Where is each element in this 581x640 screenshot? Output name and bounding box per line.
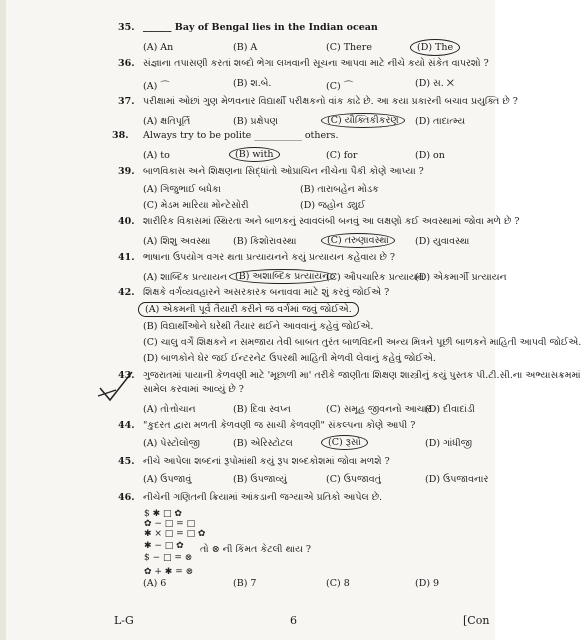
footer-continue: [Con <box>463 614 490 627</box>
question-number: 42. <box>118 287 135 298</box>
question-text: "કુદરત દ્વારા મળતી કેળવણી જ સાચી કેળવણી" સંકલ્પના કોણે આપી ? <box>143 420 416 431</box>
option-d: (D) જહોન ડ્યુઈ <box>300 200 366 211</box>
option-b: (B) દિવા સ્વપ્ન <box>233 404 291 415</box>
option-c: (C) ઔપચારિક પ્રત્યાયન <box>326 272 424 283</box>
option-c: (C) for <box>326 150 358 161</box>
svg-text:✿ − □ = □: ✿ − □ = □ <box>144 519 196 529</box>
option-d: (D) ઉપજાવનાર <box>425 474 489 485</box>
question-number: 44. <box>118 420 135 431</box>
option-d-circled: (D) The <box>410 39 460 56</box>
option-d: (D) on <box>415 150 445 161</box>
question-number: 39. <box>118 166 135 177</box>
question-prompt: તો ⊗ ની કિંમત કેટલી થાય ? <box>200 544 312 555</box>
question-text: શારીરિક વિકાસમાં સ્થિરતા અને બાળકનું સ્વાવલંબી બનવું આ લક્ષણો કઈ અવસ્થામાં જોવા મળે છે ? <box>143 216 520 227</box>
svg-text:$ ✱ □ ✿: $ ✱ □ ✿ <box>144 509 182 519</box>
option-b: (B) પ્રક્ષેપણ <box>233 116 278 127</box>
question-text: ગુજરાતમાં પાયાની કેળવણી માટે 'મૂછાળી મા' તરીકે જાણીતા શિક્ષણ શાસ્ત્રીનું કયું પુસ્તક પી.ટી.સી.ના અભ્યાસક્રમમાં <box>143 370 581 381</box>
option-b: (B) કિશોરાવસ્થા <box>233 236 297 247</box>
option-d: (D) 9 <box>415 578 440 589</box>
option-c-circled: (C) રૂસો <box>321 435 368 450</box>
question-text: નીચે આપેલા શબ્દનાં રૂપોમાંથી કયું રૂપ શબ્દકોશમાં જોવા મળશે ? <box>143 456 390 467</box>
option-c-circled: (C) યૌક્તિકીકરણ <box>321 113 405 128</box>
option-a: (A) to <box>143 150 170 161</box>
footer-code: L-G <box>114 614 134 627</box>
question-number: 43. <box>118 370 135 381</box>
question-text: ______ Bay of Bengal lies in the Indian ocean <box>143 22 378 33</box>
svg-text:✿ + ✱ = ⊗: ✿ + ✱ = ⊗ <box>144 567 194 577</box>
question-number: 45. <box>118 456 135 467</box>
question-text-cont: સામેલ કરવામાં આવ્યું છે ? <box>143 384 244 395</box>
option-d: (D) યુવાવસ્થા <box>415 236 470 247</box>
question-text: નીચેની ગણિતની ક્રિયામાં આંકડાની જગ્યાએ પ્રતિકો આપેલ છે. <box>143 492 383 503</box>
option-c: (C) સમૂહ જીવનનો આચાર <box>326 404 432 415</box>
option-c: (C) There <box>326 42 372 53</box>
option-a: (A) પેસ્ટોલોજી <box>143 438 200 449</box>
svg-text:✱ − □ ✿: ✱ − □ ✿ <box>144 541 184 551</box>
option-a: (A) ગિજુભાઈ બધેકા <box>143 184 222 195</box>
question-text: સંજ્ઞાના તપાસણી કરતાં શબ્દો ભેગા લખવાની સૂચના આપવા માટે નીચે કયો સંકેત વાપરશો ? <box>143 58 489 69</box>
question-text: Always try to be polite __________ others. <box>143 130 339 141</box>
option-b: (B) તારાબહેન મોડક <box>300 184 379 195</box>
question-number: 40. <box>118 216 135 227</box>
option-a: (A) 6 <box>143 578 167 589</box>
option-d: (D) બાળકોને ઘેર જઈ ઈન્ટરનેટ ઉપરથી માહિતી મેળવી લેવાનું કહેવું જોઈએ. <box>143 353 436 364</box>
option-b: (B) વિદ્યાર્થીઓને ઘરેથી તૈયાર થઈને આવવાનું કહેવું જોઈએ. <box>143 321 374 332</box>
question-number: 41. <box>118 252 135 263</box>
question-number: 36. <box>118 58 135 69</box>
question-number: 37. <box>118 96 135 107</box>
option-c-circled: (C) તરુણાવસ્થા <box>321 233 395 248</box>
question-number: 35. <box>118 22 135 33</box>
svg-text:$ − □ = ⊗: $ − □ = ⊗ <box>144 553 193 563</box>
tick-mark-icon <box>96 366 136 406</box>
option-b: (B) શ.બે. <box>233 78 272 89</box>
option-c: (C) ચાલુ વર્ગે શિક્ષકને ન સમજાય તેવી બાબત તુરંત બાળવિદની અન્ય મિત્રને પૂછી બાળકને માહિતી આપવી જોઈએ. <box>143 337 581 348</box>
option-a: (A) તોત્તોચાન <box>143 404 196 415</box>
option-a: (A) શાબ્દિક પ્રત્યાયન <box>143 272 228 283</box>
option-c: (C) ⌒ <box>326 81 354 92</box>
option-b-circled: (B) અશાબ્દિક પ્રત્યાયન <box>229 269 335 284</box>
question-text: પરીક્ષામાં ઓછાં ગુણ મેળવનાર વિદ્યાર્થી પરીક્ષકનો વાંક કાઢે છે. આ કયા પ્રકારની બચાવ પ્રયુક્તિ છે ? <box>143 96 518 107</box>
option-d: (D) ગાંધીજી <box>425 438 472 449</box>
option-b: (B) 7 <box>233 578 257 589</box>
option-a-circled: (A) એકમની પૂર્વ તૈયારી કરીને જ વર્ગમાં જવું જોઈએ. <box>138 302 359 317</box>
question-number: 46. <box>118 492 135 503</box>
option-d: (D) એકમાર્ગી પ્રત્યાયન <box>415 272 507 283</box>
question-text: શિક્ષકે વર્ગવ્યવહારને અસરકારક બનાવવા માટે શું કરવું જોઈએ ? <box>143 287 390 298</box>
option-a: (A) An <box>143 42 174 53</box>
option-c: (C) મેડમ મારિયા મોન્ટેસોરી <box>143 200 249 211</box>
option-c: (C) ઉપજાવતું <box>326 474 382 485</box>
question-text: ભાષાના ઉપયોગ વગર થતા પ્રત્યાયનને કયું પ્રત્યાયન કહેવાય છે ? <box>143 252 395 263</box>
page-number: 6 <box>290 614 297 627</box>
option-a: (A) ⌒ <box>143 81 170 92</box>
option-b: (B) એરિસ્ટોટલ <box>233 438 293 449</box>
option-c: (C) 8 <box>326 578 350 589</box>
option-d: (D) સ. ✕ <box>415 78 455 89</box>
option-a: (A) ઉપજાવું <box>143 474 192 485</box>
option-b: (B) ઉપજાવ્યું <box>233 474 287 485</box>
option-d: (D) દીવાદાંડી <box>425 404 475 415</box>
option-b-circled: (B) with <box>229 147 280 162</box>
option-d: (D) તાદાત્મ્ય <box>415 116 466 127</box>
option-a: (A) ક્ષતિપૂર્તિ <box>143 116 191 127</box>
option-a: (A) શિશુ અવસ્થા <box>143 236 211 247</box>
svg-text:✱ × □ = □ ✿: ✱ × □ = □ ✿ <box>144 529 206 539</box>
question-text: બાળવિકાસ અને શિક્ષણના સિદ્ધાંતો ઓપ્રાચિન નીચેના પૈકી કોણે આપ્યા ? <box>143 166 424 177</box>
scan-edge <box>0 0 6 640</box>
option-b: (B) A <box>233 42 258 53</box>
question-number: 38. <box>112 130 129 141</box>
